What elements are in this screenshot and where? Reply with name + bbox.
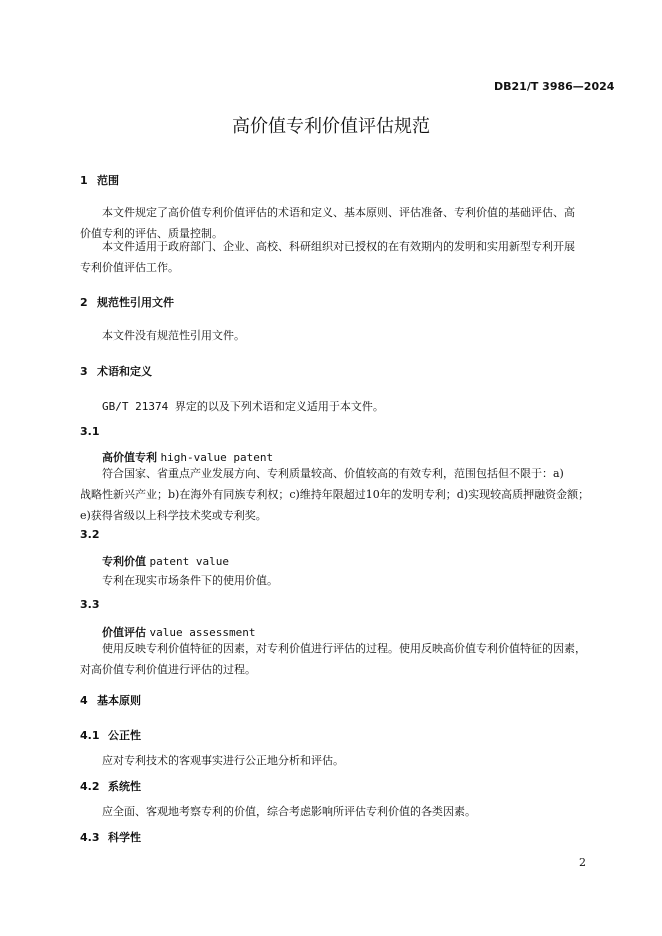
section-3-intro: GB/T 21374 界定的以及下列术语和定义适用于本文件。 [102,400,384,413]
term-3-2-number: 3.2 [80,528,100,541]
term-3-2-definition: 专利在现实市场条件下的使用价值。 [102,574,278,587]
text-line: 使用反映专利价值特征的因素，对专利价值进行评估的过程。使用反映高价值专利价值特征的因素， [102,642,586,655]
section-title: 规范性引用文件 [97,296,174,309]
subsection-4-2-paragraph: 应全面、客观地考察专利的价值，综合考虑影响所评估专利价值的各类因素。 [102,805,476,818]
section-1-paragraph-2 [80,236,575,278]
section-number: 3 [80,365,88,378]
subsection-title: 系统性 [108,780,141,793]
text-line: 价值专利的评估、质量控制。 [80,227,223,240]
subsection-4-3-heading [80,829,141,845]
section-title: 范围 [97,174,119,187]
standard-code: DB21/T 3986—2024 [494,80,615,93]
subsection-number: 4.2 [80,780,100,793]
page-number: 2 [579,856,586,869]
term-3-3-definition [80,638,586,680]
term-3-2-title [102,553,229,569]
text-line: e)获得省级以上科学技术奖或专利奖。 [80,509,267,522]
text-line: 本文件适用于政府部门、企业、高校、科研组织对已授权的在有效期内的发明和实用新型专利开展 [102,240,575,253]
text-line: 本文件规定了高价值专利价值评估的术语和定义、基本原则、评估准备、专利价值的基础评估、高 [102,206,575,219]
text-line: 对高价值专利价值进行评估的过程。 [80,663,256,676]
text-line: 专利价值评估工作。 [80,261,179,274]
term-english: patent value [149,555,229,568]
term-3-1-number: 3.1 [80,425,100,438]
section-4-heading [80,692,141,708]
term-chinese: 高价值专利 [102,451,157,464]
section-2-paragraph: 本文件没有规范性引用文件。 [102,329,245,342]
term-english: value assessment [149,626,256,639]
text-line: 符合国家、省重点产业发展方向、专利质量较高、价值较高的有效专利，范围包括但不限于：a) [102,467,564,480]
subsection-number: 4.1 [80,729,100,742]
subsection-title: 科学性 [108,831,141,844]
term-chinese: 价值评估 [102,626,146,639]
section-title: 基本原则 [97,694,141,707]
document-title: 高价值专利价值评估规范 [232,116,430,137]
section-number: 2 [80,296,88,309]
section-1-heading [80,172,119,188]
section-3-heading [80,363,152,379]
term-3-3-number: 3.3 [80,598,100,611]
term-english: high-value patent [160,451,274,464]
term-3-1-definition [80,463,589,526]
subsection-4-1-paragraph: 应对专利技术的客观事实进行公正地分析和评估。 [102,754,344,767]
section-number: 1 [80,174,88,187]
text-line: 战略性新兴产业；b)在海外有同族专利权；c)维持年限超过10年的发明专利；d)实现较高质押融资金额； [80,488,590,501]
section-title: 术语和定义 [97,365,152,378]
subsection-title: 公正性 [108,729,141,742]
subsection-4-1-heading [80,727,141,743]
subsection-4-2-heading [80,778,141,794]
subsection-number: 4.3 [80,831,100,844]
section-2-heading [80,294,174,310]
section-number: 4 [80,694,88,707]
term-chinese: 专利价值 [102,555,146,568]
